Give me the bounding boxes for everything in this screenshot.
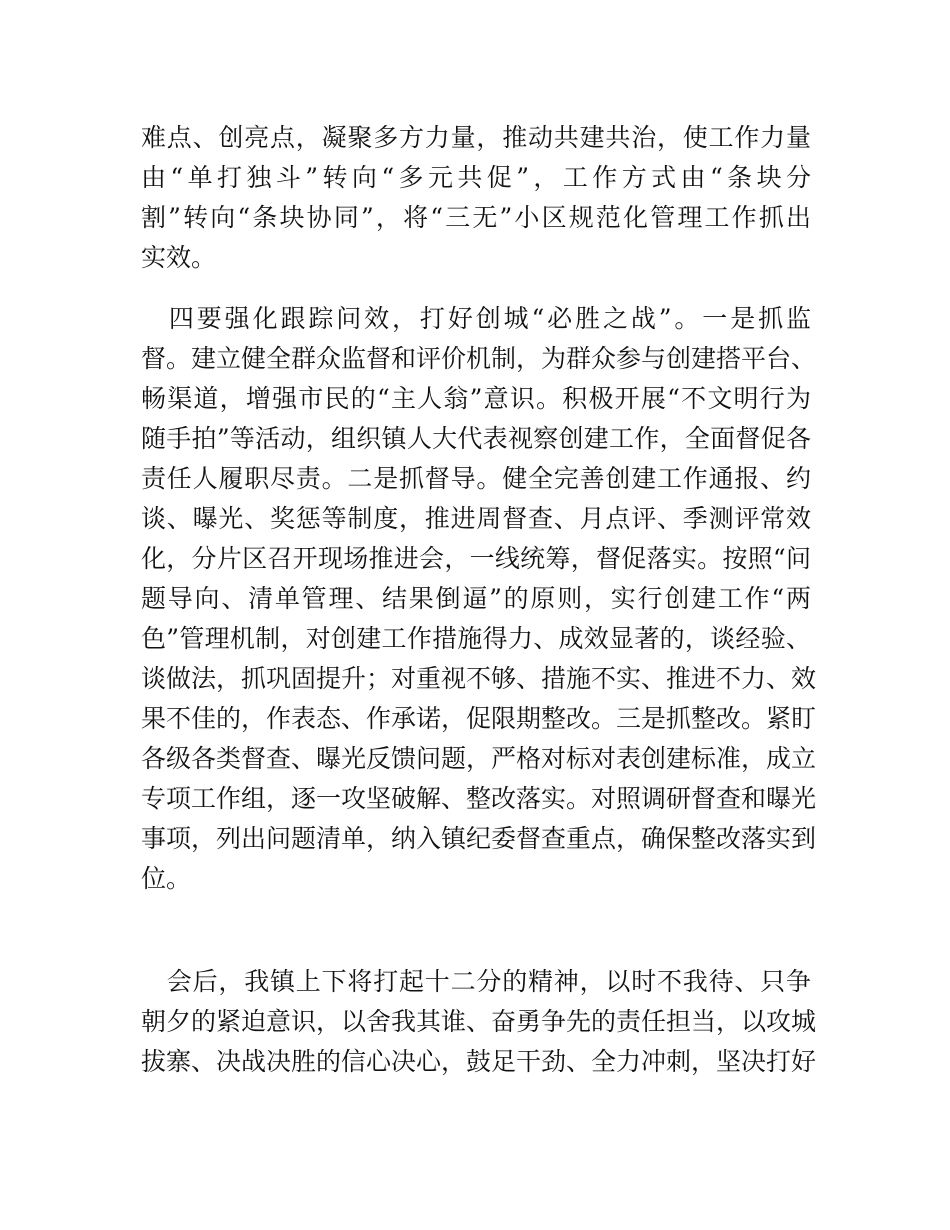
text-line: 拔寨、决战决胜的信心决心，鼓足干劲、全力冲刺，坚决打好: [141, 1047, 817, 1076]
text-line: 位。: [141, 864, 192, 893]
paragraph-2: [141, 299, 817, 899]
text-line: 四要强化跟踪问效，打好创城“必胜之战”。一是抓监: [141, 304, 811, 333]
text-line: 难点、创亮点，凝聚多方力量，推动共建共治，使工作力量: [141, 123, 811, 152]
text-line: 畅渠道，增强市民的“主人翁”意识。积极开展“不文明行为: [141, 384, 811, 413]
text-line: 各级各类督查、曝光反馈问题，严格对标对表创建标准，成立: [141, 744, 817, 773]
text-line: 实效。: [141, 243, 217, 272]
paragraph-3: [141, 962, 817, 1082]
text-line: 朝夕的紧迫意识，以舍我其谁、奋勇争先的责任担当，以攻城: [141, 1007, 817, 1036]
text-line: 责任人履职尽责。二是抓督导。健全完善创建工作通报、约: [141, 464, 811, 493]
text-line: 随手拍”等活动，组织镇人大代表视察创建工作，全面督促各: [141, 424, 811, 453]
text-line: 割”转向“条块协同”，将“三无”小区规范化管理工作抓出: [141, 203, 811, 232]
text-line: 题导向、清单管理、结果倒逼”的原则，实行创建工作“两: [141, 584, 811, 613]
text-line: 色”管理机制，对创建工作措施得力、成效显著的，谈经验、: [141, 624, 811, 653]
paragraph-1: [141, 118, 811, 278]
text-line: 谈、曝光、奖惩等制度，推进周督查、月点评、季测评常效: [141, 504, 811, 533]
text-line: 由“单打独斗”转向“多元共促”，工作方式由“条块分: [141, 163, 811, 192]
text-line: 化，分片区召开现场推进会，一线统筹，督促落实。按照“问: [141, 544, 811, 573]
text-line: 事项，列出问题清单，纳入镇纪委督查重点，确保整改落实到: [141, 824, 817, 853]
text-line: 谈做法，抓巩固提升；对重视不够、措施不实、推进不力、效: [141, 664, 817, 693]
text-line: 会后，我镇上下将打起十二分的精神，以时不我待、只争: [141, 967, 811, 996]
text-line: 督。建立健全群众监督和评价机制，为群众参与创建搭平台、: [141, 344, 817, 373]
text-line: 果不佳的，作表态、作承诺，促限期整改。三是抓整改。紧盯: [141, 704, 817, 733]
text-line: 专项工作组，逐一攻坚破解、整改落实。对照调研督查和曝光: [141, 784, 817, 813]
